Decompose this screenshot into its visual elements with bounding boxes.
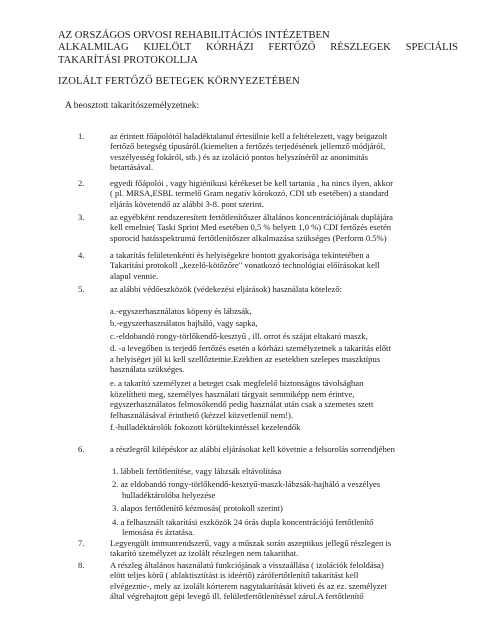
item-line: elött teljes körű ( ablaktisztítást is ideértő) zárófertőtlenítő takarítást kell (110, 570, 359, 581)
item-line: az alábbi védőeszközök (védekezési eljárások) használata kötelező: (110, 284, 342, 294)
sub-item: d. -a levegőben is terjedő fertőzés esetén a kórházi személyzetnek a takarítás előtt (110, 343, 391, 354)
sub-item: f.-hulladéktárolók fokozott körültekintéssel kezelendők (110, 422, 301, 433)
item-line: kell emelnie( Taski Sprint Med esetében 0,5 % helyett 1,0 %) CDI fertőzés esetén (110, 222, 392, 233)
sub-item: felhasználásával érinthető (kézzel közvetlenül nem!). (110, 409, 294, 420)
item-line: A részleg általános használatú funkciójának a visszaállása ( izolációk feloldása) (110, 560, 384, 570)
header-word: ALKALMILAG (58, 42, 129, 54)
sub-item: 2. az eldobandó rongy-törlőkendő-kesztyű-maszk-lábzsák-hajháló a veszélyes (112, 479, 381, 490)
sub-item: b.-egyszerhasználatos hajháló, vagy sapka, (110, 318, 258, 329)
document-header (58, 30, 458, 67)
sub-item: lemosása és áztatása. (122, 527, 195, 538)
item-line: betartásával. (110, 162, 154, 173)
item-line: az érintett főápolótól haladéktalanul értesülnie kell a feltételezett, vagy beigazolt (110, 131, 388, 141)
item-number: 4. (78, 250, 85, 260)
item-line: Legyengült immunrendszerű, vagy a műszak során aszeptikus jellegű részlegen is (110, 538, 392, 548)
item-line: eljárás követendő az alábbi 3-8. pont szerint. (110, 198, 264, 209)
sub-item: c.-eldobandó rongy-törlőkendő-kesztyű , ill. orrot és szájat eltakaró maszk, (110, 330, 368, 341)
item-line: egyedi főápolói , vagy higiénikusi kérékeset be kell tartania , ha nincs ilyen, akkor (110, 178, 394, 188)
sub-item: e. a takarító személyzet a beteget csak megfelelő biztonságos távolságban (110, 378, 364, 389)
item-line: a részlegről kilépéskor az alábbi eljárásokat kell követnie a felsorolás sorrendjében (110, 444, 395, 454)
item-number: 8. (78, 560, 85, 570)
header-word: KIJELÖLT (143, 42, 192, 54)
item-line: veszélyesség fokáról, stb.) és az izoláció pontos helyszínéről az anonimitás (110, 151, 368, 162)
sub-item: 4. a felhasznált takarítási eszközök 24 órás dupla koncentrációjú fertőtlenítő (112, 516, 374, 527)
item-line: takarító személyzet az izolált részlegen nem takarithat. (110, 548, 299, 559)
item-line: alapul vennie. (110, 270, 159, 281)
item-line: által végrehajtott gépi levegő ill. felületfertőtlenítéssel zárul.A fertőtlenítő (110, 591, 364, 602)
header-line-2 (58, 42, 458, 54)
sub-item: közelítheti meg, személyes használati tárgyait semmiképp nem érintve, (110, 388, 355, 399)
item-line: elvégeznie-, mely az izolált kórterem nagytakarítását követi és az ez. személyzet (110, 580, 387, 591)
exit-procedure-list (112, 466, 457, 537)
item-number: 5. (78, 284, 85, 294)
intro-text: A beosztott takarítószemélyzetnek: (65, 100, 200, 111)
sub-item: 3. alapos fertőtlenítő kézmosás( protokoll szerint) (112, 503, 283, 514)
item-line: a takarítás felületenkénti és helyiségekre bontott gyakorisága tekintetében a (110, 250, 370, 260)
item-line: sporocid hatásspektrumú fertőtlenítőszer alkalmazása szükséges (Perform 0.5%) (110, 232, 387, 243)
header-word: SPECIÁLIS (405, 42, 458, 54)
header-line-1: AZ ORSZÁGOS ORVOSI REHABILITÁCIÓS INTÉZETBEN (58, 30, 330, 41)
document-subtitle: IZOLÁLT FERTŐZŐ BETEGEK KÖRNYEZETÉBEN (58, 76, 300, 87)
sub-item: hulladéktárolóba helyezése (122, 489, 216, 500)
item-number: 1. (78, 131, 85, 141)
item-number: 6. (78, 444, 85, 454)
item-line: fertőző betegség típusáról.(kiemelten a fertőzés terjedésének jellemző módjáról, (110, 141, 386, 152)
sub-item: a.-egyszerhasználatos köpeny és lábzsák, (110, 306, 252, 316)
item-line: ( pl. MRSA,ESBL termelő Gram negatív kórokozó, CDI stb esetében) a standard (110, 188, 389, 199)
sub-item: használata szükséges. (110, 364, 185, 375)
sub-item: egyszerhasználatos felmosókendő pedig használat után csak a szemetes szett (110, 399, 374, 410)
item-line: Takarítási protokoll „kezelő-kötőzőre" vonatkozó technológiai előírásokat kell (110, 260, 380, 271)
sub-item: 1. lábbeli fertőtlenítése, vagy lábzsák eltávolítása (112, 466, 282, 476)
header-line-3: TAKARÍTÁSI PROTOKOLLJA (58, 54, 198, 66)
header-word: KÓRHÁZI (206, 42, 254, 54)
sub-item: a helyiséget jól ki kell szellőztetnie.Ezekben az esetekben szelepes maszktípus (110, 353, 381, 364)
item-line: az egyébként rendszeresített fertőtlenítőszer általános koncentrációjának duplájára (110, 212, 393, 222)
item-number: 2. (78, 178, 85, 188)
header-word: RÉSZLEGEK (330, 42, 391, 54)
header-word: FERTŐZŐ (268, 42, 316, 54)
item-number: 3. (78, 212, 85, 222)
item-number: 7. (78, 538, 85, 548)
protective-equipment-list (110, 306, 455, 432)
